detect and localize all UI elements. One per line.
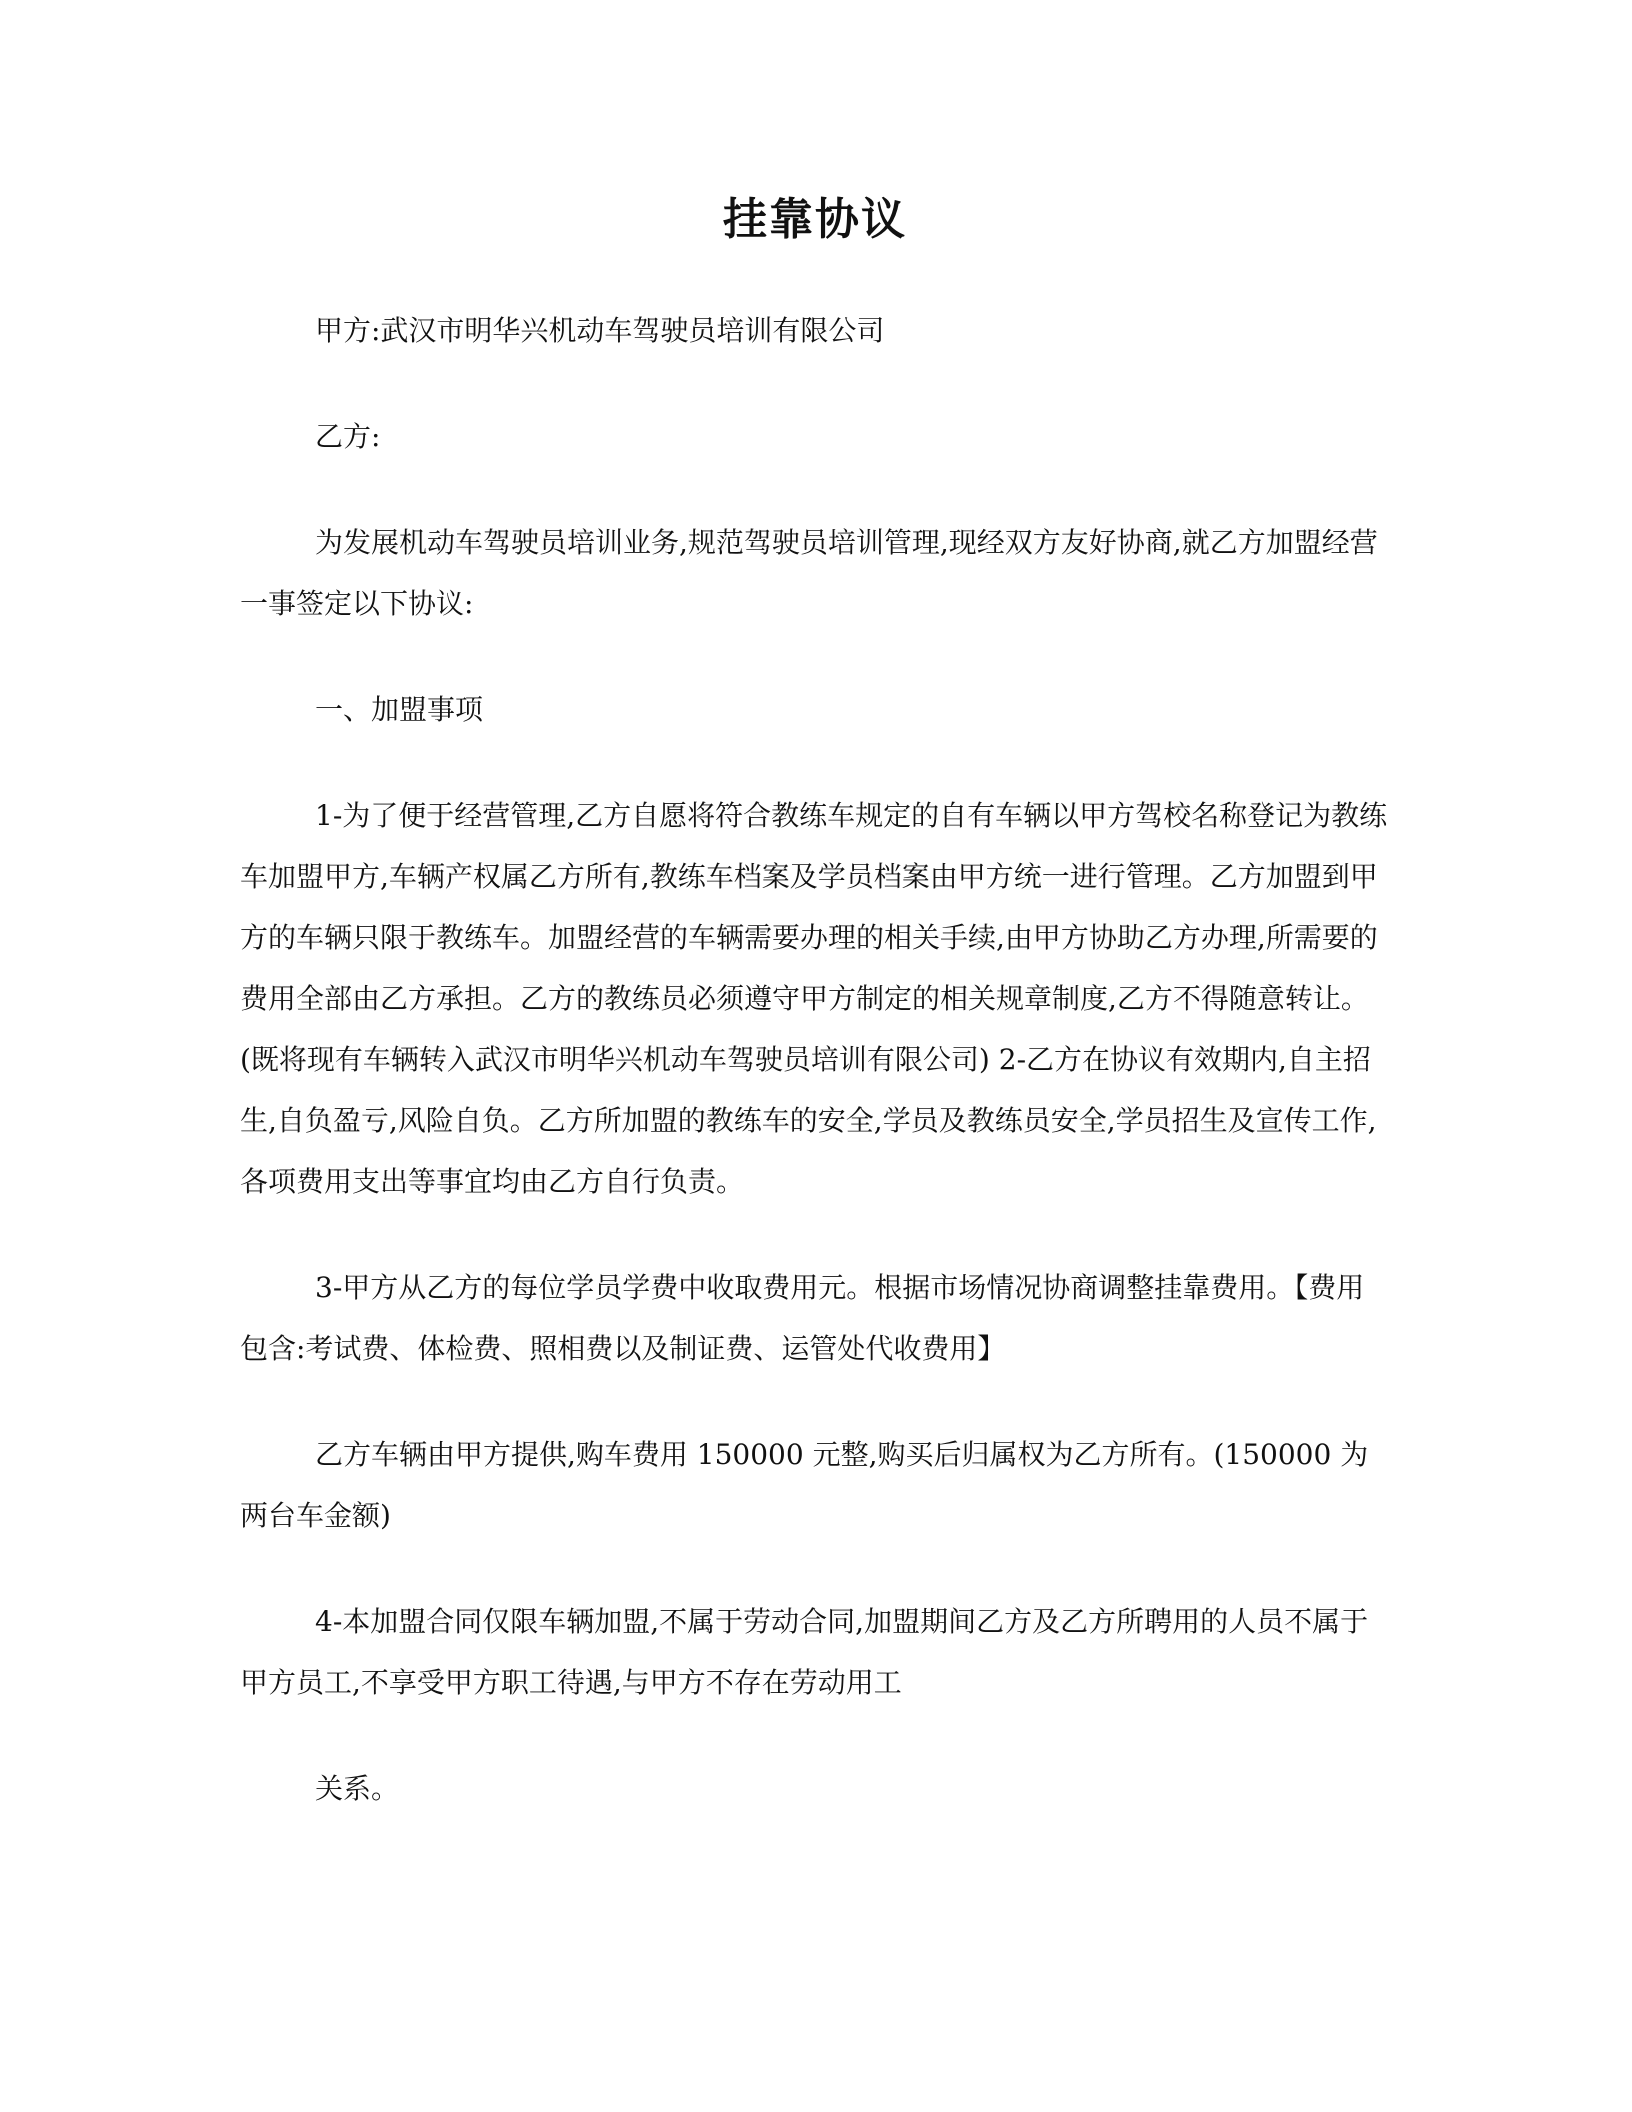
relation-line: 关系。 <box>315 1772 400 1805</box>
clause-4-paragraph: 4-本加盟合同仅限车辆加盟,不属于劳动合同,加盟期间乙方及乙方所聘用的人员不属于甲方员工,不享受甲方职工待遇,与甲方不存在劳动用工 <box>240 1605 1369 1699</box>
party-a-line: 甲方:武汉市明华兴机动车驾驶员培训有限公司 <box>315 314 885 347</box>
vehicle-purchase-paragraph: 乙方车辆由甲方提供,购车费用 150000 元整,购买后归属权为乙方所有。(150000 为两台车金额) <box>240 1438 1369 1532</box>
clause-1-2-paragraph: 1-为了便于经营管理,乙方自愿将符合教练车规定的自有车辆以甲方驾校名称登记为教练车加盟甲方,车辆产权属乙方所有,教练车档案及学员档案由甲方统一进行管理。乙方加盟到甲方的车辆只限于教练车。加盟经营的车辆需要办理的相关手续,由甲方协助乙方办理,所需要的费用全部由乙方承担。乙方的教练员必须遵守甲方制定的相关规章制度,乙方不得随意转让。(既将现有车辆转入武汉市明华兴机动车驾驶员培训有限公司) 2-乙方在协议有效期内,自主招生,自负盈亏,风险自负。乙方所加盟的教练车的安全,学员及教练员安全,学员招生及宣传工作,各项费用支出等事宜均由乙方自行负责。 <box>240 799 1388 1198</box>
section-heading: 一、加盟事项 <box>315 693 484 726</box>
party-b-line: 乙方: <box>315 420 381 453</box>
document-title: 挂靠协议 <box>723 194 907 245</box>
intro-paragraph: 为发展机动车驾驶员培训业务,规范驾驶员培训管理,现经双方友好协商,就乙方加盟经营一事签定以下协议: <box>240 526 1378 620</box>
clause-3-paragraph: 3-甲方从乙方的每位学员学费中收取费用元。根据市场情况协商调整挂靠费用。【费用包含:考试费、体检费、照相费以及制证费、运管处代收费用】 <box>240 1271 1365 1365</box>
document-page <box>240 190 1390 1819</box>
